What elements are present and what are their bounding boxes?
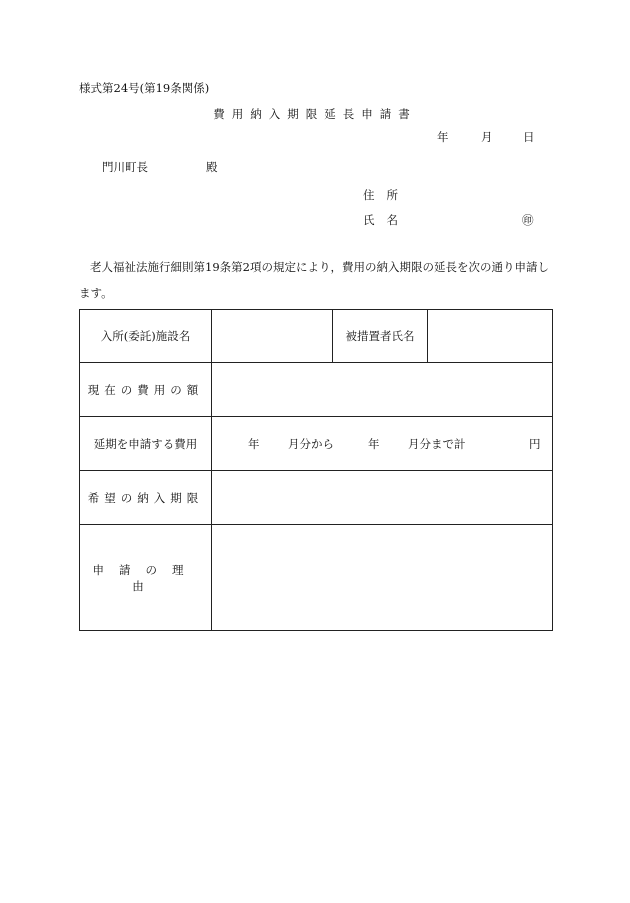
reason-value-cell[interactable] [212,525,553,631]
facility-label: 入所(委託)施設名 [100,329,191,343]
person-label-cell [333,310,428,363]
deadline-label-cell [80,471,212,525]
period-yen: 円 [529,436,541,451]
extension-label: 延期を申請する費用 [93,436,198,451]
facility-value-cell[interactable] [212,310,333,363]
current-cost-label: 現在の費用の額 [87,382,204,397]
deadline-label: 希望の納入期限 [87,490,204,505]
table-row [80,363,553,417]
person-label: 被措置者氏名 [345,329,415,343]
period-from: 月分から [288,436,334,451]
document-title: 費用納入期限延長申請書 [213,107,417,121]
table-row [80,525,553,631]
person-value-cell[interactable] [428,310,553,363]
seal-mark: ㊞ [522,213,534,227]
current-cost-label-cell [80,363,212,417]
body-text: 老人福祉法施行細則第19条第2項の規定により，費用の納入期限の延長を次の通り申請します。 [79,260,549,300]
reason-label-cell [80,525,212,631]
honorific: 殿 [206,160,218,174]
application-table [79,309,553,631]
reason-label: 申請の理由 [92,562,199,593]
period-year-1: 年 [248,436,260,451]
extension-label-cell [80,417,212,471]
form-number: 様式第24号(第19条関係) [79,81,210,95]
extension-period-cell[interactable] [212,417,553,471]
date-year-label: 年 [437,130,449,144]
period-year-2: 年 [368,436,380,451]
address-label: 住所 [363,188,410,202]
deadline-value-cell[interactable] [212,471,553,525]
period-until: 月分まで計 [408,436,466,451]
table-row [80,417,553,471]
addressee: 門川町長 [102,160,148,174]
facility-label-cell [80,310,212,363]
table-row [80,310,553,363]
date-day-label: 日 [523,130,535,144]
name-label: 氏名 [363,213,410,227]
table-row [80,471,553,525]
date-month-label: 月 [481,130,493,144]
current-cost-value-cell[interactable] [212,363,553,417]
